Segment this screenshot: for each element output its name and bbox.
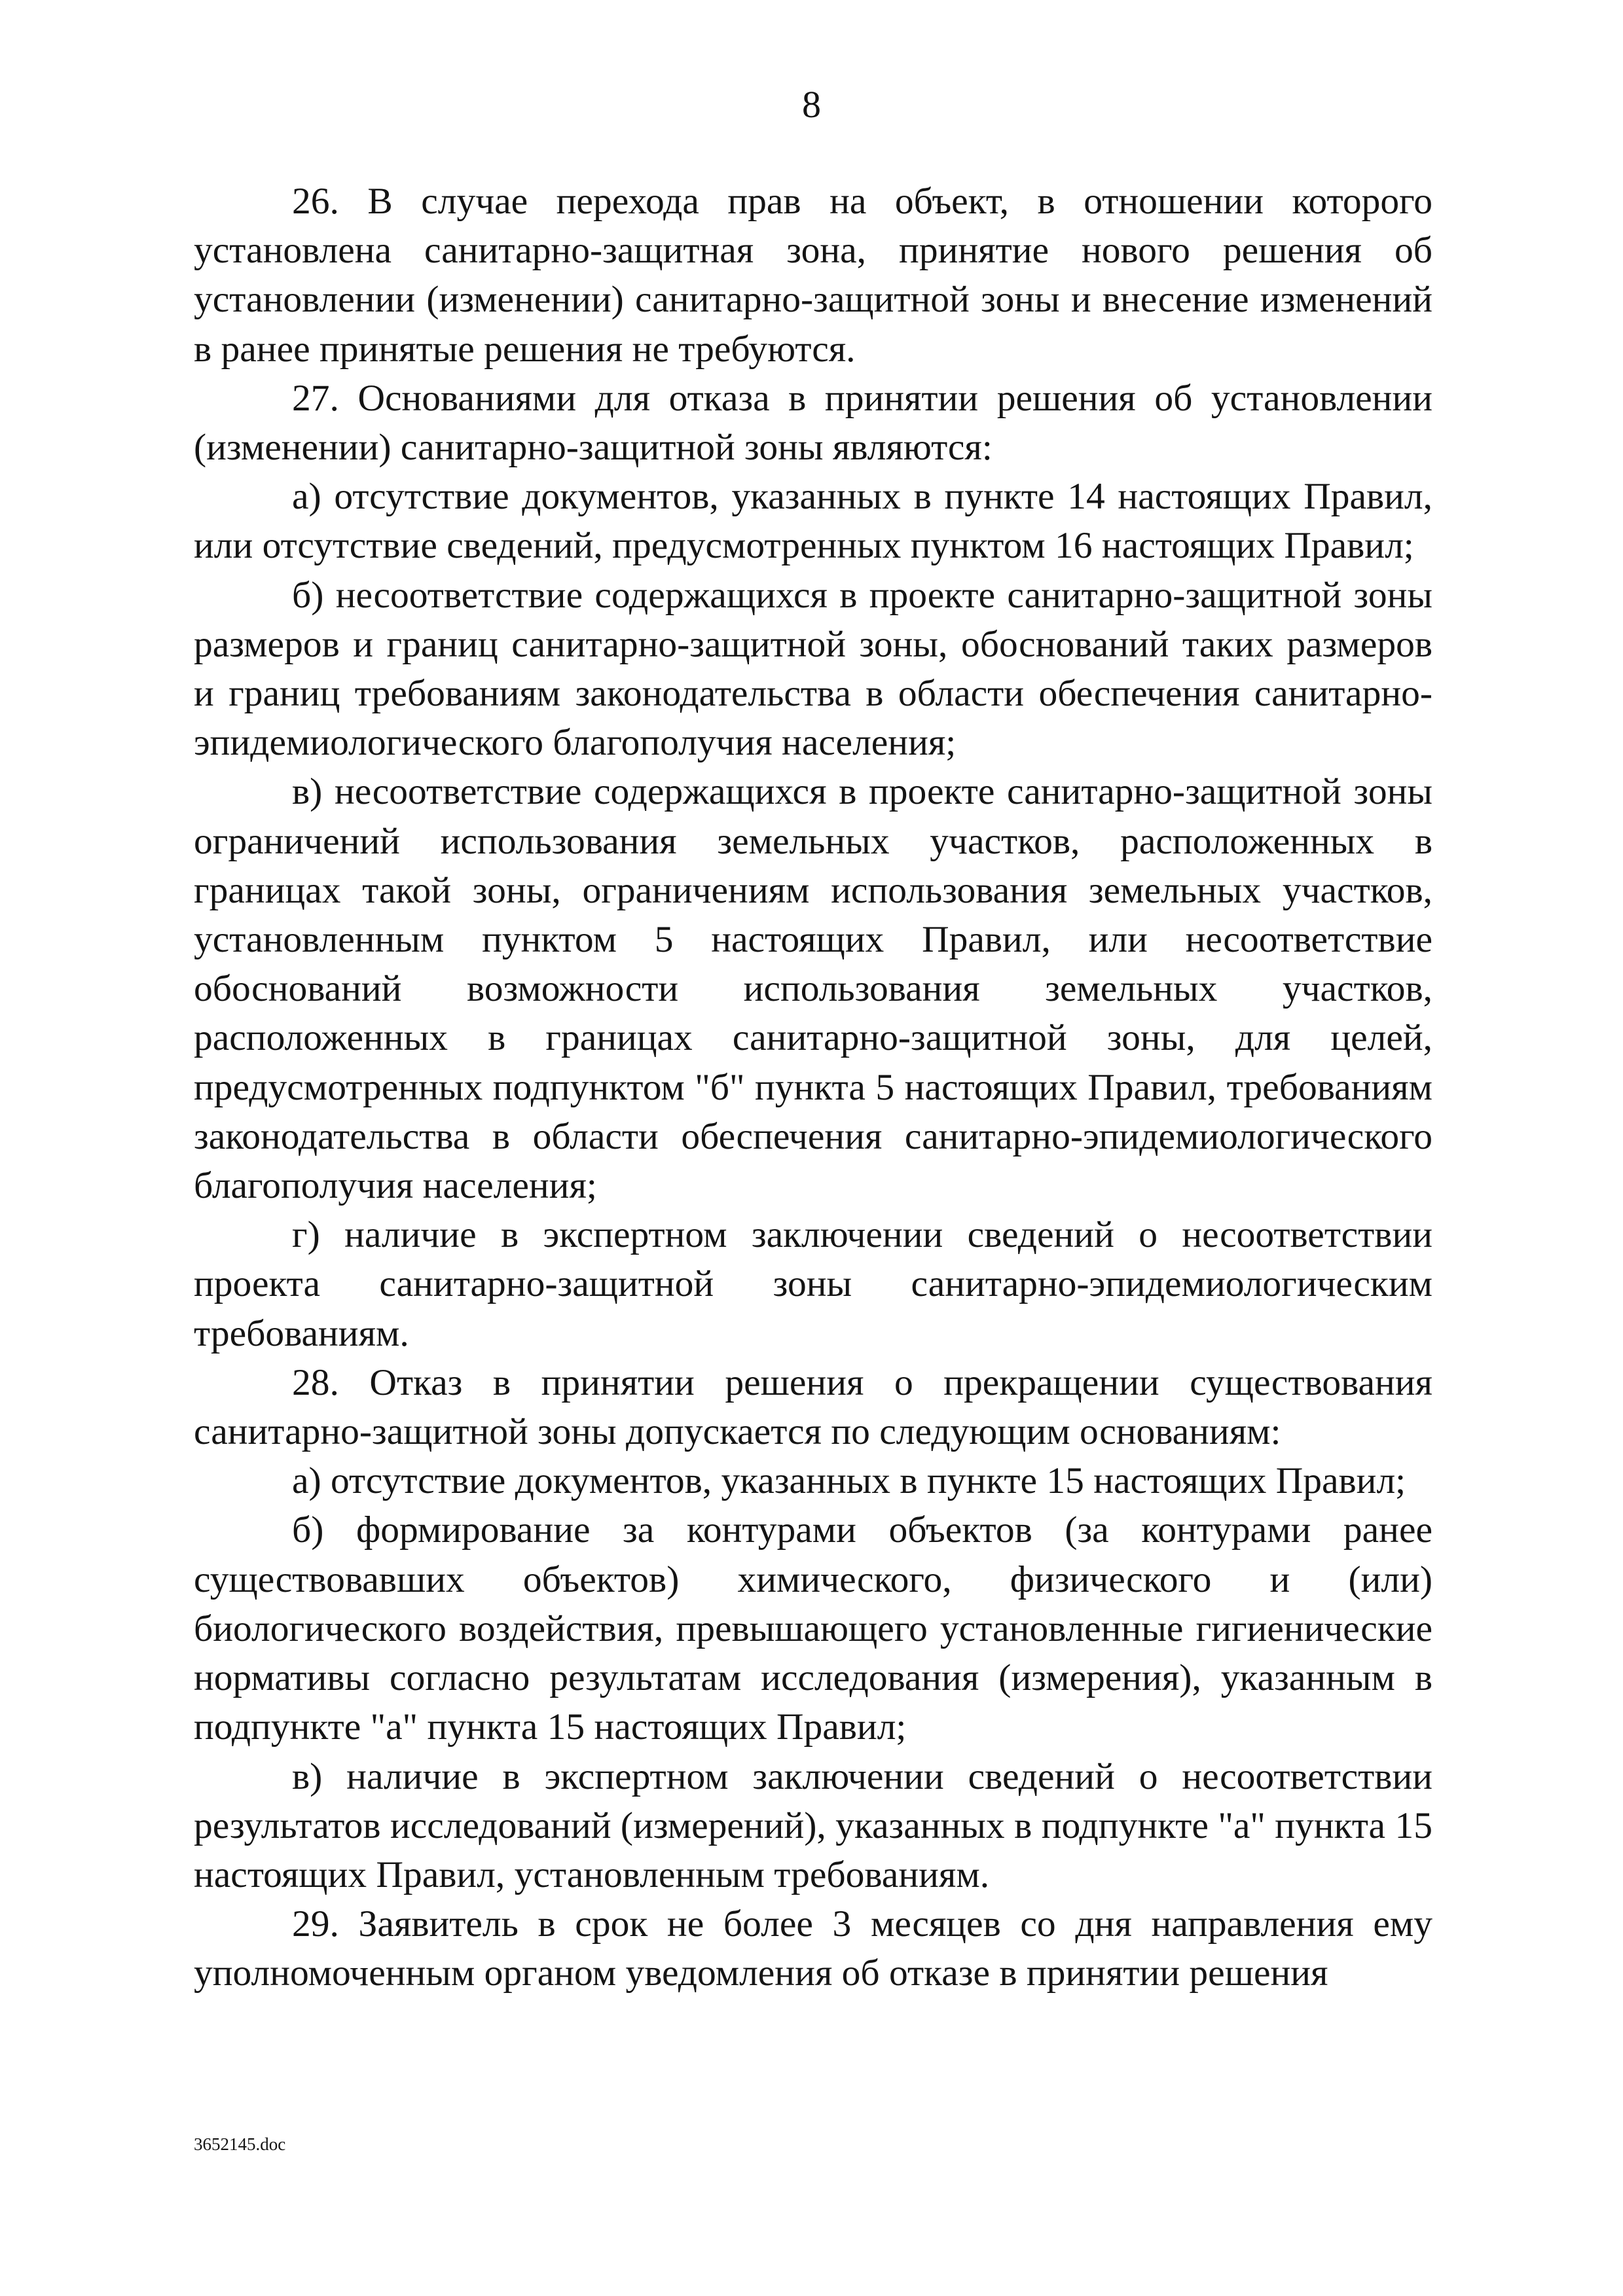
paragraph-27-a: а) отсутствие документов, указанных в пункте 14 настоящих Правил, или отсутствие сведений, предусмотренных пунктом 16 настоящих Правил;: [194, 476, 1432, 567]
paragraph-28-v: в) наличие в экспертном заключении сведений о несоответствии результатов исследований (измерений), указанных в подпункте "а" пункта 15 настоящих Правил, установленным требованиям.: [194, 1755, 1432, 1895]
document-body: [194, 177, 1432, 1998]
paragraph-28-b: б) формирование за контурами объектов (за контурами ранее существовавших объектов) химического, физического и (или) биологического воздействия, превышающего установленные гигиенические нормативы согласно результатам исследования (измерения), указанным в подпункте "а" пункта 15 настоящих Правил;: [194, 1509, 1432, 1748]
paragraph-28: 28. Отказ в принятии решения о прекращении существования санитарно-защитной зоны допускается по следующим основаниям:: [194, 1361, 1432, 1453]
paragraph-27-b: б) несоответствие содержащихся в проекте санитарно-защитной зоны размеров и границ санитарно-защитной зоны, обоснований таких размеров и границ требованиям законодательства в области обеспечения санитарно-эпидемиологического благополучия населения;: [194, 574, 1432, 764]
paragraph-26: 26. В случае перехода прав на объект, в отношении которого установлена санитарно-защитная зона, принятие нового решения об установлении (изменении) санитарно-защитной зоны и внесение изменений в ранее принятые решения не требуются.: [194, 181, 1432, 370]
paragraph-27: 27. Основаниями для отказа в принятии решения об установлении (изменении) санитарно-защитной зоны являются:: [194, 377, 1432, 469]
page-number: 8: [802, 83, 821, 126]
document-file-code: 3652145.doc: [194, 2134, 286, 2154]
paragraph-28-a: а) отсутствие документов, указанных в пункте 15 настоящих Правил;: [292, 1460, 1406, 1502]
paragraph-27-g: г) наличие в экспертном заключении сведений о несоответствии проекта санитарно-защитной зоны санитарно-эпидемиологическим требованиям.: [194, 1214, 1432, 1354]
paragraph-27-v: в) несоответствие содержащихся в проекте санитарно-защитной зоны ограничений использования земельных участков, расположенных в границах такой зоны, ограничениям использования земельных участков, установленным пунктом 5 настоящих Правил, или несоответствие обоснований возможности использования земельных участков, расположенных в границах санитарно-защитной зоны, для целей, предусмотренных подпунктом "б" пункта 5 настоящих Правил, требованиям законодательства в области обеспечения санитарно-эпидемиологического благополучия населения;: [194, 771, 1432, 1207]
paragraph-29: 29. Заявитель в срок не более 3 месяцев со дня направления ему уполномоченным органом уведомления об отказе в принятии решения: [194, 1903, 1432, 1994]
